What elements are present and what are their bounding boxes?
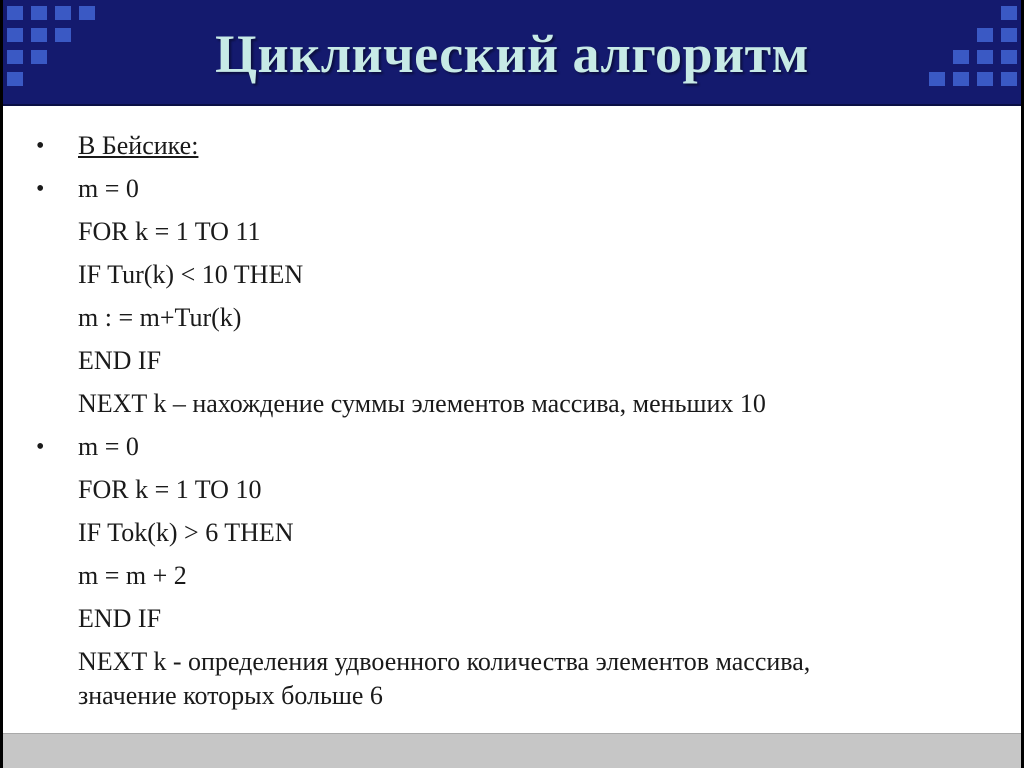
bullet-3: • xyxy=(36,434,45,460)
code-line-11: END IF xyxy=(78,604,162,633)
slide-body xyxy=(3,108,1021,728)
code-line-1: m = 0 xyxy=(78,174,139,203)
decorative-squares-right xyxy=(911,0,1021,104)
code-line-8: FOR k = 1 TO 10 xyxy=(78,475,262,504)
bullet-1: • xyxy=(36,133,45,159)
code-line-10: m = m + 2 xyxy=(78,561,187,590)
slide-title: Циклический алгоритм xyxy=(215,24,809,84)
slide xyxy=(3,0,1021,768)
basic-heading: В Бейсике: xyxy=(78,131,199,160)
title-bar xyxy=(3,0,1021,106)
bullet-2: • xyxy=(36,176,45,202)
code-line-13: значение которых больше 6 xyxy=(78,681,383,710)
footer-bar xyxy=(3,733,1021,768)
code-line-6: NEXT k – нахождение суммы элементов массива, меньших 10 xyxy=(78,389,766,418)
code-line-3: IF Tur(k) < 10 THEN xyxy=(78,260,304,289)
square-pattern-right-icon xyxy=(911,0,1021,104)
code-line-2: FOR k = 1 TO 11 xyxy=(78,217,261,246)
code-line-7: m = 0 xyxy=(78,432,139,461)
code-line-4: m : = m+Tur(k) xyxy=(78,303,242,332)
code-line-9: IF Tok(k) > 6 THEN xyxy=(78,518,294,547)
code-line-5: END IF xyxy=(78,346,162,375)
code-line-12: NEXT k - определения удвоенного количества элементов массива, xyxy=(78,647,811,676)
